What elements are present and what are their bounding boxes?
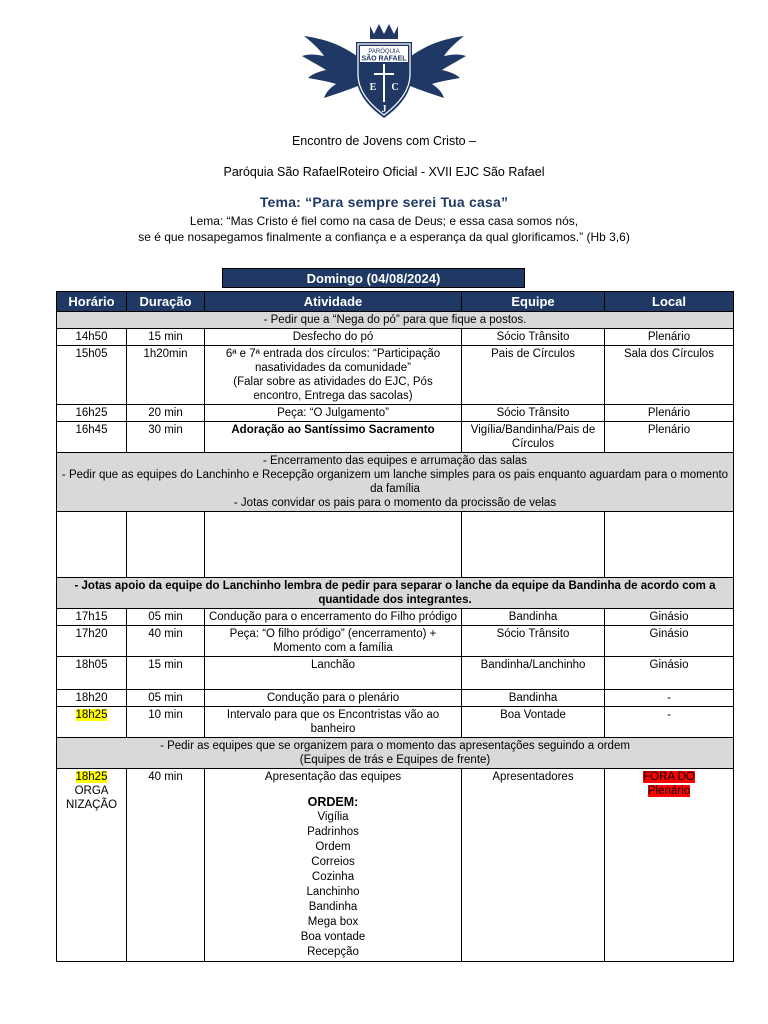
- note-text: - Jotas apoio da equipe do Lanchinho lembra de pedir para separar o lanche da equipe da Bandinha de acordo com a quantidade dos integrantes.: [57, 578, 734, 609]
- equipe-cell: Bandinha: [462, 609, 605, 626]
- table-row: [57, 346, 734, 405]
- local-cell: Plenário: [605, 422, 734, 453]
- horario-cell: 17h15: [57, 609, 127, 626]
- horario-note: NIZAÇÃO: [65, 799, 118, 811]
- ordem-item: Vigília: [317, 811, 349, 823]
- schedule-table: [56, 291, 734, 962]
- horario-cell: 16h25: [57, 405, 127, 422]
- atividade-line: (Falar sobre as atividades do EJC, Pós encontro, Entrega das sacolas): [233, 376, 433, 402]
- atividade-cell: Adoração ao Santíssimo Sacramento: [205, 422, 462, 453]
- table-row: [57, 707, 734, 738]
- ordem-item: Ordem: [315, 841, 351, 853]
- ordem-item: Correios: [311, 856, 355, 868]
- horario-cell: 18h05: [57, 657, 127, 690]
- equipe-cell: Apresentadores: [462, 769, 605, 962]
- empty-cell: [605, 512, 734, 578]
- empty-cell: [205, 512, 462, 578]
- logo-letter-c: C: [391, 82, 399, 93]
- ordem-list: [208, 810, 458, 960]
- note-row: [57, 453, 734, 512]
- horario-cell: 14h50: [57, 329, 127, 346]
- equipe-cell: Boa Vontade: [462, 707, 605, 738]
- equipe-cell: Sócio Trânsito: [462, 626, 605, 657]
- ordem-item: Lanchinho: [306, 886, 360, 898]
- logo-letter-j: J: [381, 104, 387, 115]
- ordem-item: Cozinha: [311, 871, 355, 883]
- equipe-cell: Bandinha/Lanchinho: [462, 657, 605, 690]
- atividade-cell: Desfecho do pó: [205, 329, 462, 346]
- logo-top-text: PARÓQUIA: [368, 49, 400, 55]
- horario-cell: 15h05: [57, 346, 127, 405]
- empty-row: [57, 512, 734, 578]
- atividade-cell: [205, 769, 462, 962]
- atividade-cell: Peça: “O Julgamento”: [205, 405, 462, 422]
- header-row: [57, 292, 734, 312]
- duracao-cell: 30 min: [127, 422, 205, 453]
- empty-cell: [127, 512, 205, 578]
- atividade-line: 6ª e 7ª entrada dos círculos: “Participação nasatividades da comunidade”: [225, 348, 441, 374]
- ordem-item: Mega box: [307, 916, 359, 928]
- atividade-line: Apresentação das equipes: [264, 771, 402, 783]
- table-row: [57, 422, 734, 453]
- equipe-cell: Sócio Trânsito: [462, 405, 605, 422]
- local-cell: Plenário: [605, 405, 734, 422]
- logo-letter-e: E: [369, 82, 377, 93]
- ordem-label: ORDEM:: [307, 795, 359, 809]
- atividade-cell: [205, 346, 462, 405]
- col-local: Local: [605, 292, 734, 312]
- col-horario: Horário: [57, 292, 127, 312]
- ordem-item: Padrinhos: [307, 826, 359, 838]
- note-text: - Pedir que as equipes do Lanchinho e Recepção organizem um lanche simples para os pais enquanto aguardam para o momento da família: [61, 469, 729, 495]
- ordem-item: Recepção: [307, 946, 359, 958]
- table-row: [57, 626, 734, 657]
- parish-logo: [300, 22, 468, 122]
- table-row: [57, 690, 734, 707]
- duracao-cell: 05 min: [127, 609, 205, 626]
- equipe-cell: Bandinha: [462, 690, 605, 707]
- duracao-cell: 40 min: [127, 769, 205, 962]
- roteiro-title: Paróquia São RafaelRoteiro Oficial - XVII EJC São Rafael: [223, 165, 545, 179]
- horario-cell: [57, 769, 127, 962]
- horario-note: ORGA: [74, 785, 109, 797]
- ordem-item: Bandinha: [308, 901, 358, 913]
- local-cell: [605, 769, 734, 962]
- event-title: Encontro de Jovens com Cristo –: [291, 134, 477, 148]
- duracao-cell: 15 min: [127, 329, 205, 346]
- atividade-cell: Condução para o plenário: [205, 690, 462, 707]
- horario-cell: [57, 707, 127, 738]
- horario-cell: 17h20: [57, 626, 127, 657]
- note-row: [57, 738, 734, 769]
- table-row: [57, 405, 734, 422]
- duracao-cell: 15 min: [127, 657, 205, 690]
- duracao-cell: 40 min: [127, 626, 205, 657]
- duracao-cell: 05 min: [127, 690, 205, 707]
- local-cell: Plenário: [605, 329, 734, 346]
- atividade-cell: Intervalo para que os Encontristas vão ao banheiro: [205, 707, 462, 738]
- table-row: [57, 329, 734, 346]
- col-duracao: Duração: [127, 292, 205, 312]
- note-text: - Pedir as equipes que se organizem para o momento das apresentações seguindo a ordem: [160, 740, 630, 752]
- local-cell: Ginásio: [605, 657, 734, 690]
- local-highlight: Plenário: [647, 785, 691, 797]
- note-text: - Jotas convidar os pais para o momento da procissão de velas: [233, 497, 557, 509]
- empty-cell: [462, 512, 605, 578]
- horario-cell: 16h45: [57, 422, 127, 453]
- equipe-cell: Pais de Círculos: [462, 346, 605, 405]
- lema-line-1: Lema: “Mas Cristo é fiel como na casa de Deus; e essa casa somos nós,: [189, 214, 579, 228]
- col-atividade: Atividade: [205, 292, 462, 312]
- note-cell: [57, 738, 734, 769]
- equipe-cell: Sócio Trânsito: [462, 329, 605, 346]
- table-row: [57, 657, 734, 690]
- note-cell: [57, 453, 734, 512]
- col-equipe: Equipe: [462, 292, 605, 312]
- duracao-cell: 1h20min: [127, 346, 205, 405]
- lema-line-2: se é que nosapegamos finalmente a confiança e a esperança da qual glorificamos.” (Hb 3,6): [138, 230, 630, 244]
- atividade-cell: Peça: “O filho pródigo” (encerramento) + Momento com a família: [205, 626, 462, 657]
- duracao-cell: 20 min: [127, 405, 205, 422]
- atividade-cell: Condução para o encerramento do Filho pródigo: [205, 609, 462, 626]
- logo-name: SÃO RAFAEL: [361, 55, 407, 63]
- horario-highlight: 18h25: [75, 771, 108, 783]
- horario-cell: 18h20: [57, 690, 127, 707]
- local-cell: Ginásio: [605, 626, 734, 657]
- equipe-cell: Vigília/Bandinha/Pais de Círculos: [462, 422, 605, 453]
- local-cell: -: [605, 707, 734, 738]
- note-row: [57, 312, 734, 329]
- horario-highlight: 18h25: [75, 709, 108, 721]
- note-text: (Equipes de trás e Equipes de frente): [299, 754, 491, 766]
- tema: Tema: “Para sempre serei Tua casa”: [259, 194, 509, 210]
- local-cell: -: [605, 690, 734, 707]
- local-cell: Sala dos Círculos: [605, 346, 734, 405]
- ordem-item: Boa vontade: [300, 931, 366, 943]
- note-text: - Encerramento das equipes e arrumação das salas: [262, 455, 527, 467]
- local-cell: Ginásio: [605, 609, 734, 626]
- table-row: [57, 609, 734, 626]
- local-highlight: FORA DO: [643, 771, 695, 783]
- duracao-cell: 10 min: [127, 707, 205, 738]
- day-title: Domingo (04/08/2024): [222, 268, 525, 288]
- atividade-cell: Lanchão: [205, 657, 462, 690]
- empty-cell: [57, 512, 127, 578]
- note-text: - Pedir que a “Nega do pó” para que fique a postos.: [57, 312, 734, 329]
- table-row: [57, 769, 734, 962]
- note-row: [57, 578, 734, 609]
